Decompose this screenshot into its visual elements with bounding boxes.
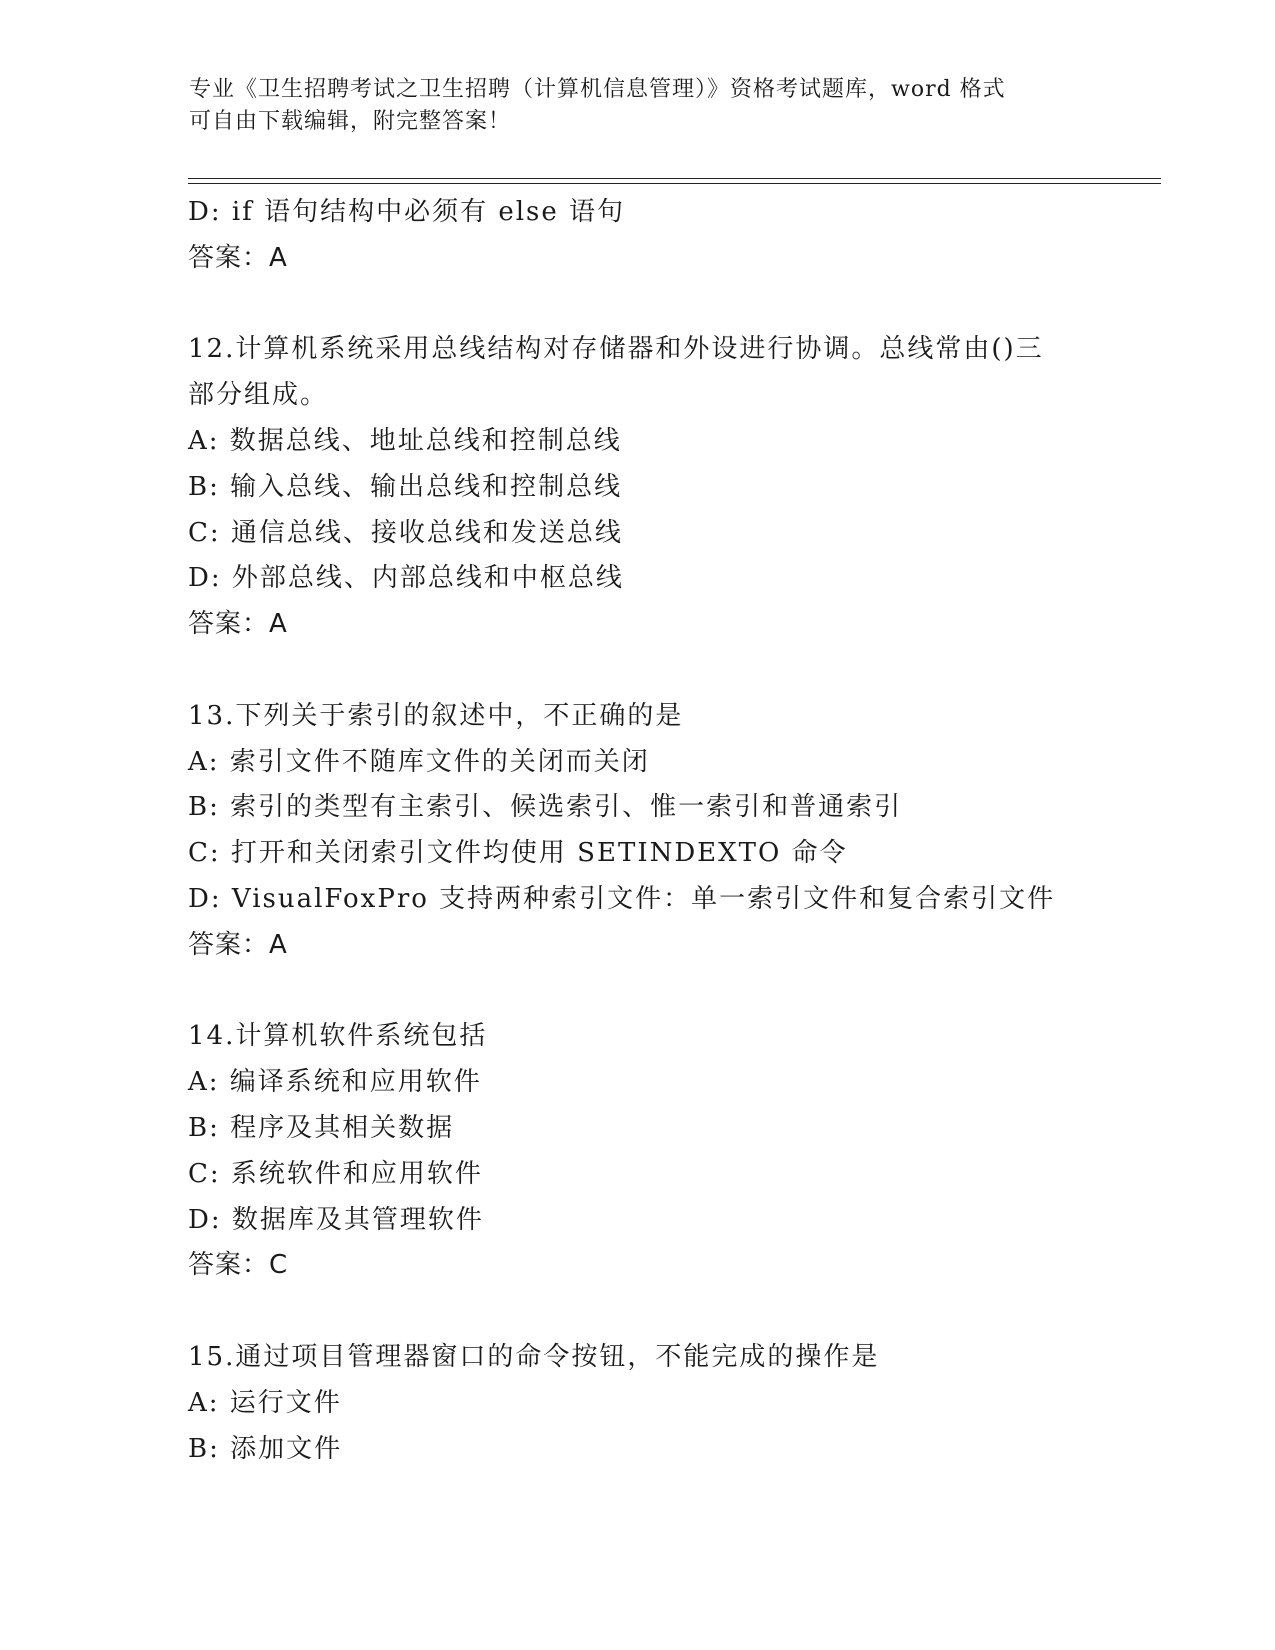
option-c: C: 打开和关闭索引文件均使用 SETINDEXTO 命令 (188, 838, 848, 869)
question-stem: 13.下列关于索引的叙述中，不正确的是 (188, 700, 684, 731)
question-13 (188, 694, 1088, 969)
option-b: B: 程序及其相关数据 (188, 1112, 455, 1143)
option-d: D: VisualFoxPro 支持两种索引文件：单一索引文件和复合索引文件 (188, 883, 1056, 914)
header-divider-top (188, 178, 1161, 179)
option-b: B: 输入总线、输出总线和控制总线 (188, 471, 623, 502)
question-spacer (188, 282, 1088, 328)
option-c: C: 系统软件和应用软件 (188, 1158, 483, 1189)
question-stem-continued: 部分组成。 (188, 380, 329, 411)
question-stem: 12.计算机系统采用总线结构对存储器和外设进行协调。总线常由()三 (188, 334, 1044, 365)
document-header (189, 74, 1089, 138)
header-divider-bottom (188, 183, 1161, 184)
option-c: C: 通信总线、接收总线和发送总线 (188, 517, 623, 548)
option-b: B: 索引的类型有主索引、候选索引、惟一索引和普通索引 (188, 792, 903, 823)
question-stem: 14.计算机软件系统包括 (188, 1021, 488, 1052)
option-d: D: 外部总线、内部总线和中枢总线 (188, 563, 624, 594)
option-a: A: 编译系统和应用软件 (188, 1067, 482, 1098)
question-spacer (188, 1289, 1088, 1335)
question-11 (188, 190, 1088, 282)
option-a: A: 索引文件不随库文件的关闭而关闭 (188, 746, 650, 777)
option-a: A: 运行文件 (188, 1387, 342, 1418)
question-15 (188, 1335, 1088, 1472)
answer-line: 答案：C (188, 1250, 289, 1281)
option-d: D: 数据库及其管理软件 (188, 1204, 484, 1235)
option-a: A: 数据总线、地址总线和控制总线 (188, 425, 622, 456)
header-line-2: 可自由下载编辑，附完整答案！ (189, 109, 512, 134)
answer-line: 答案：A (188, 609, 288, 640)
question-spacer (188, 969, 1088, 1015)
question-12 (188, 327, 1088, 648)
question-stem: 15.通过项目管理器窗口的命令按钮，不能完成的操作是 (188, 1341, 880, 1372)
answer-line: 答案：A (188, 929, 288, 960)
option-d: D: if 语句结构中必须有 else 语句 (188, 197, 626, 227)
header-line-1: 专业《卫生招聘考试之卫生招聘（计算机信息管理）》资格考试题库，word 格式 (189, 77, 1006, 102)
question-spacer (188, 648, 1088, 694)
answer-line: 答案：A (188, 242, 288, 273)
option-b: B: 添加文件 (188, 1433, 343, 1464)
question-14 (188, 1014, 1088, 1289)
question-list (188, 190, 1088, 1472)
